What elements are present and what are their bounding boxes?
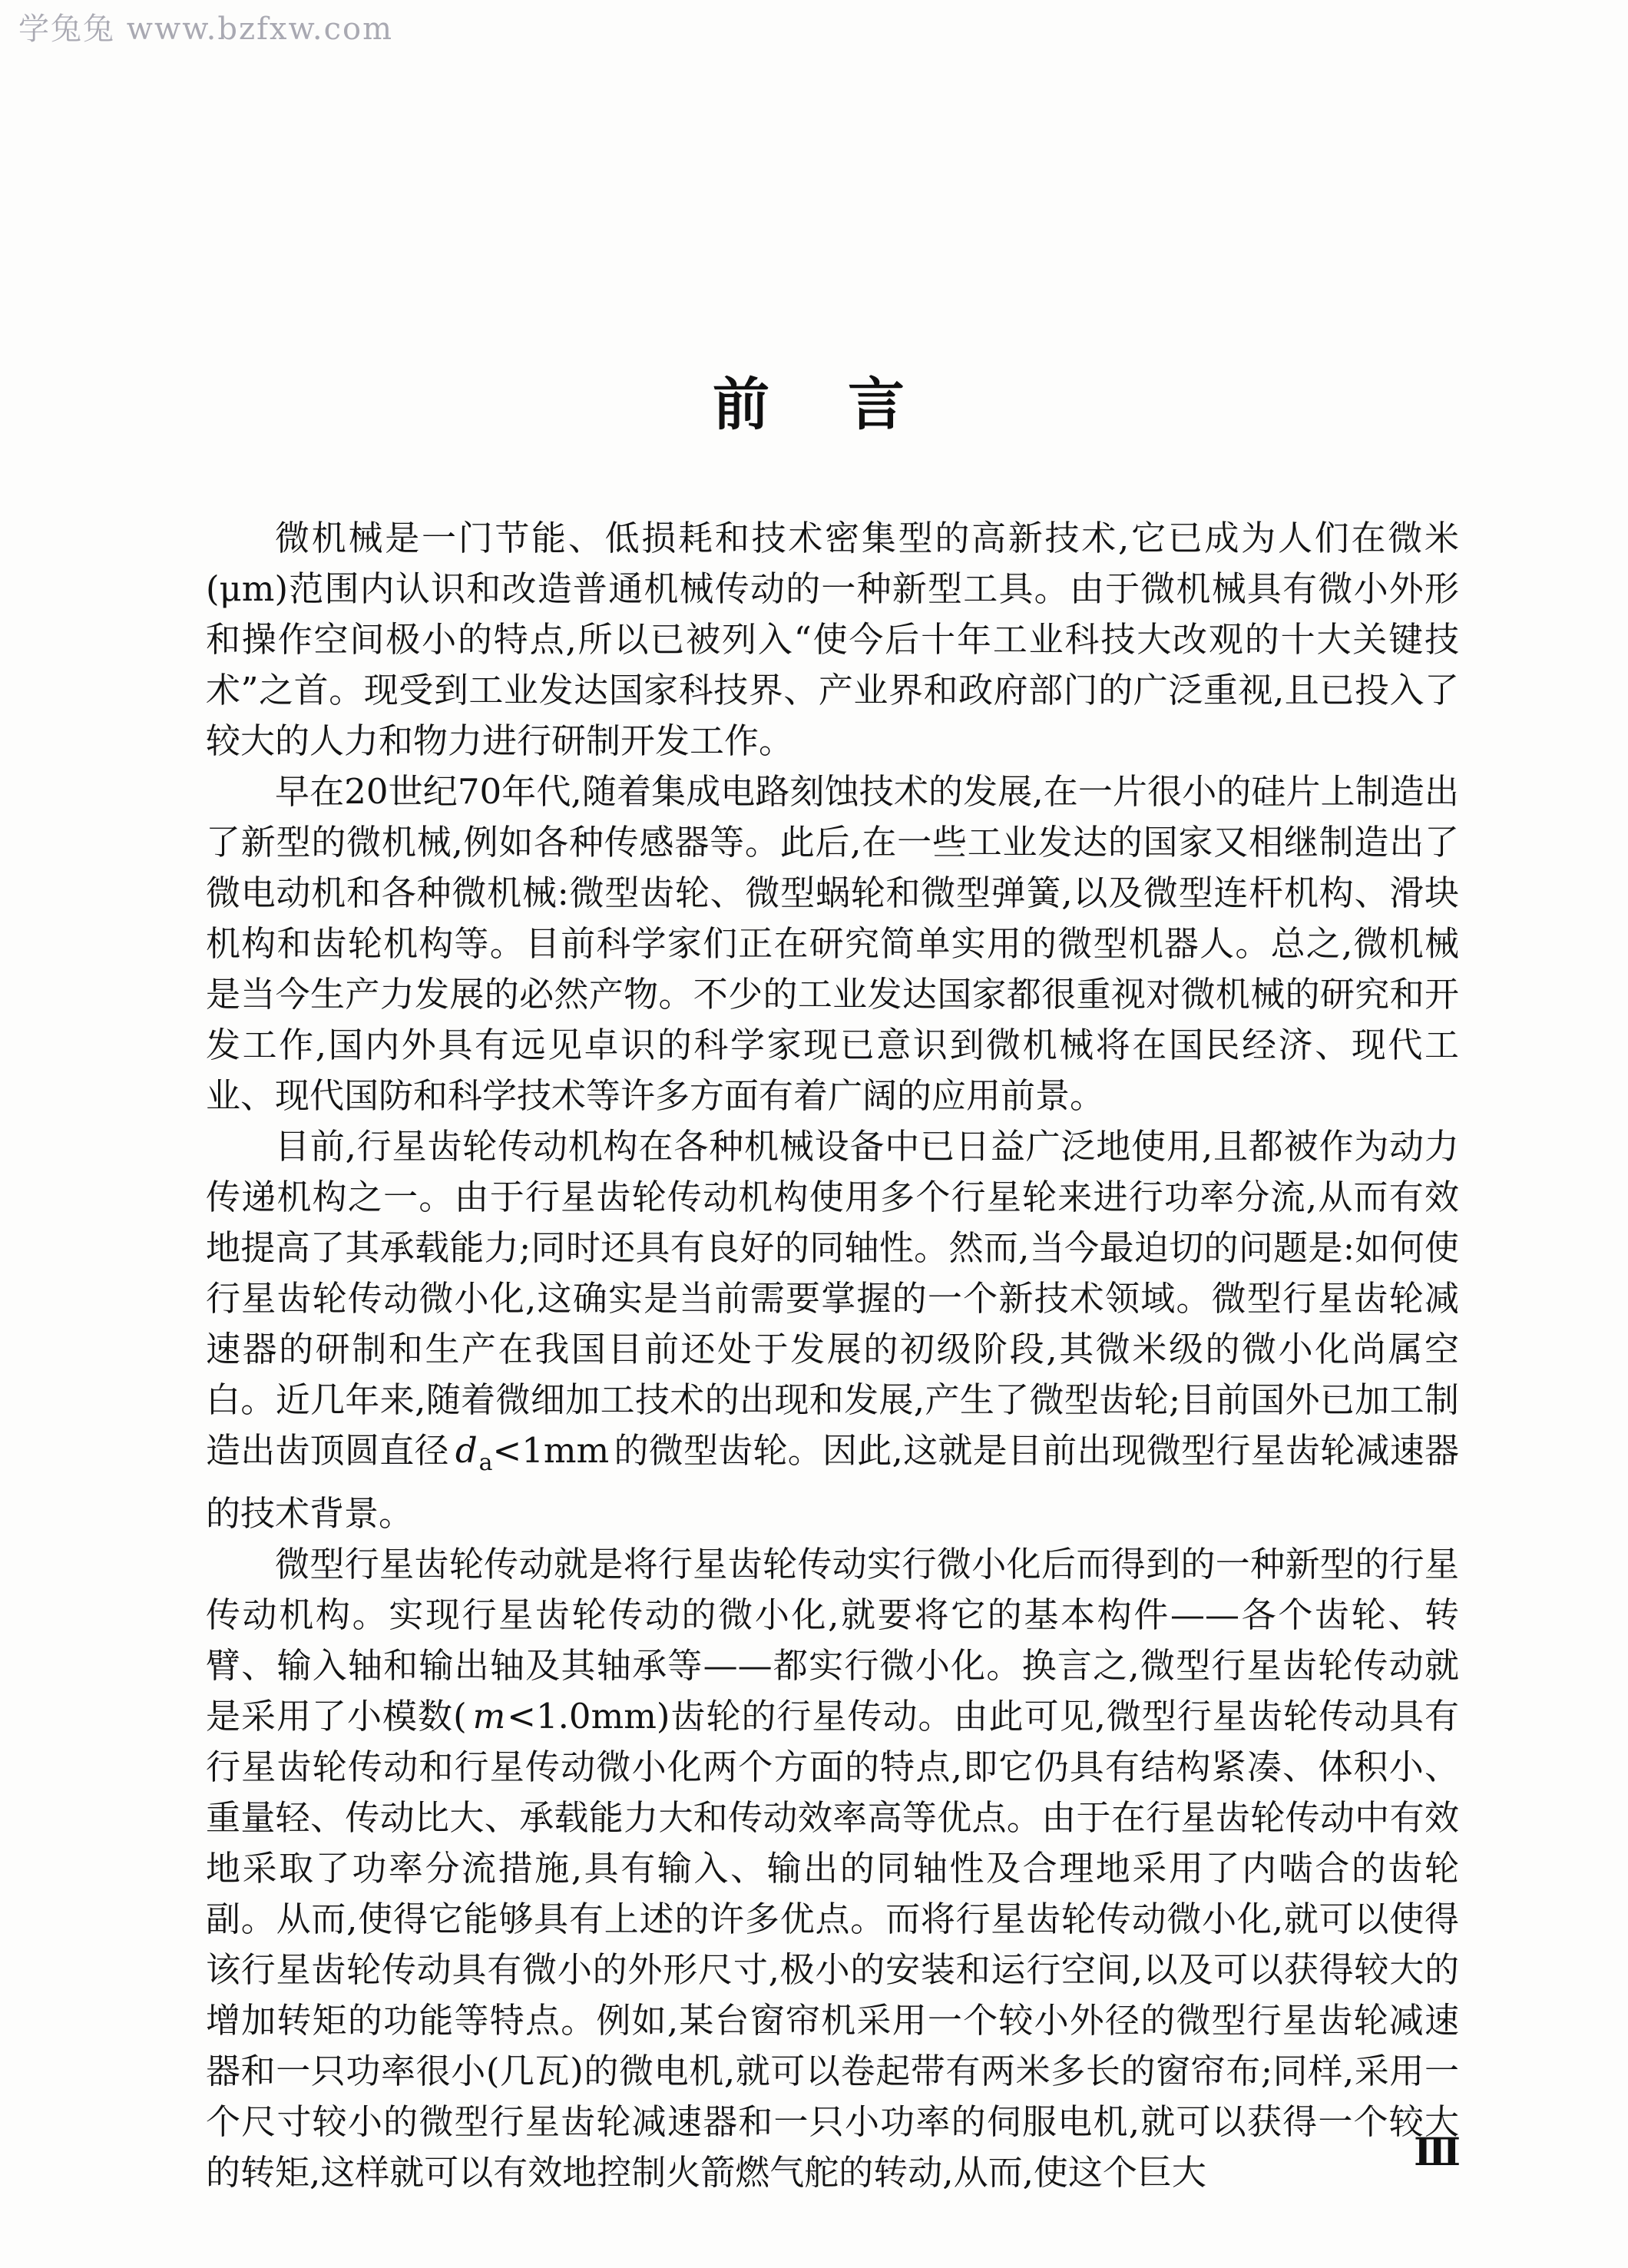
watermark: 学兔兔 www.bzfxw.com [18,12,394,47]
paragraph-4-text-after: <1.0mm)齿轮的行星传动。由此可见,微型行星齿轮传动具有行星齿轮传动和行星传动微小化两个方面的特点,即它仍具有结构紧凑、体积小、重量轻、传动比大、承载能力大和传动效率高等优点。由于在行星齿轮传动中有效地采取了功率分流措施,具有输入、输出的同轴性及合理地采用了内啮合的齿轮副。从而,使得它能够具有上述的许多优点。而将行星齿轮传动微小化,就可以使得该行星齿轮传动具有微小的外形尺寸,极小的安装和运行空间,以及可以获得较大的增加转矩的功能等特点。例如,某台窗帘机采用一个较小外径的微型行星齿轮减速器和一只功率很小(几瓦)的微电机,就可以卷起带有两米多长的窗帘布;同样,采用一个尺寸较小的微型行星齿轮减速器和一只小功率的伺服电机,就可以获得一个较大的转矩,这样就可以有效地控制火箭燃气舵的转动,从而,使这个巨大 [206,1696,1459,2193]
paragraph-3 [206,1121,1459,1539]
paragraph-3-text: 目前,行星齿轮传动机构在各种机械设备中已日益广泛地使用,且都被作为动力传递机构之一。由于行星齿轮传动机构使用多个行星轮来进行功率分流,从而有效地提高了其承载能力;同时还具有良好的同轴性。然而,当今最迫切的问题是:如何使行星齿轮传动微小化,这确实是当前需要掌握的一个新技术领域。微型行星齿轮减速器的研制和生产在我国目前还处于发展的初级阶段,其微米级的微小化尚属空白。近几年来,随着微细加工技术的出现和发展,产生了微型齿轮;目前国外已加工制造出齿顶圆直径 [206,1126,1459,1471]
paragraph-4 [206,1539,1459,2198]
formula-subscript-a: a [478,1449,493,1476]
formula-comparison: <1mm [492,1430,610,1471]
page-number: Ⅲ [1414,2129,1461,2174]
page-title: 前 言 [713,371,915,438]
paragraph-3-text-after: 的微型齿轮。因此,这就是目前出现微型行星齿轮减速器的技术背景。 [206,1430,1459,1534]
paragraph-1: 微机械是一门节能、低损耗和技术密集型的高新技术,它已成为人们在微米(μm)范围内认识和改造普通机械传动的一种新型工具。由于微机械具有微小外形和操作空间极小的特点,所以已被列入“使今后十年工业科技大改观的十大关键技术”之首。现受到工业发达国家科技界、产业界和政府部门的广泛重视,且已投入了较大的人力和物力进行研制开发工作。 [206,518,1459,761]
formula-variable-m: m [472,1696,506,1737]
paragraph-2: 早在20世纪70年代,随着集成电路刻蚀技术的发展,在一片很小的硅片上制造出了新型的微机械,例如各种传感器等。此后,在一些工业发达的国家又相继制造出了微电动机和各种微机械:微型齿轮、微型蜗轮和微型弹簧,以及微型连杆机构、滑块机构和齿轮机构等。目前科学家们正在研究简单实用的微型机器人。总之,微机械是当今生产力发展的必然产物。不少的工业发达国家都很重视对微机械的研究和开发工作,国内外具有远见卓识的科学家现已意识到微机械将在国民经济、现代工业、现代国防和科学技术等许多方面有着广阔的应用前景。 [206,771,1459,1116]
paragraph-4-text: 微型行星齿轮传动就是将行星齿轮传动实行微小化后而得到的一种新型的行星传动机构。实现行星齿轮传动的微小化,就要将它的基本构件——各个齿轮、转臂、输入轴和输出轴及其轴承等——都实行微小化。换言之,微型行星齿轮传动就是采用了小模数( [206,1544,1459,1737]
formula-variable-d: d [455,1430,478,1471]
preface-body [206,513,1459,2198]
